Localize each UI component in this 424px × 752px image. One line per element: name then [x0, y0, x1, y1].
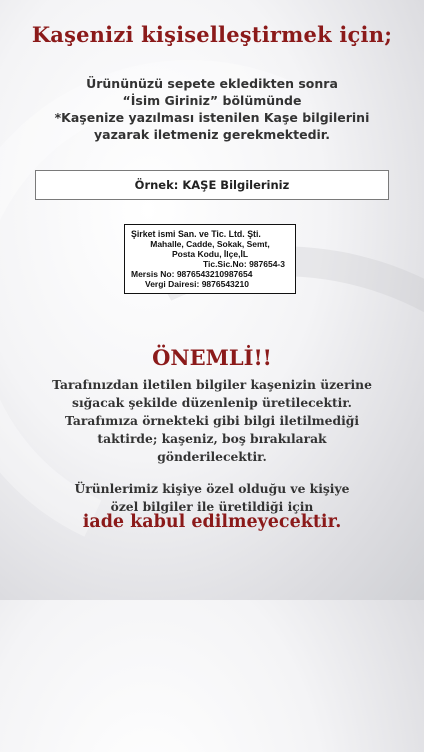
- intro-line: Ürününüzü sepete ekledikten sonra: [86, 76, 338, 91]
- notice-line: Tarafınızdan iletilen bilgiler kaşenizin üzerine: [52, 377, 372, 392]
- notice-line: Ürünlerimiz kişiye özel olduğu ve kişiye: [74, 481, 350, 496]
- intro-line: *Kaşenize yazılması istenilen Kaşe bilgilerini: [54, 110, 370, 125]
- notice-text: [0, 376, 424, 516]
- example-label-box: [35, 170, 389, 200]
- notice-line: Tarafımıza örnekteki gibi bilgi iletilmediği: [64, 413, 360, 428]
- stamp-tax-office: Vergi Dairesi: 9876543210: [145, 279, 249, 289]
- stamp-address-line: Mahalle, Cadde, Sokak, Semt,: [150, 239, 270, 249]
- paragraph-gap: [0, 466, 424, 480]
- notice-line: özel bilgiler ile üretildiği için: [110, 499, 314, 514]
- important-heading: ÖNEMLİ!!: [152, 345, 272, 370]
- intro-text: [0, 75, 424, 143]
- stamp-sample: [124, 224, 296, 294]
- intro-line: “İsim Giriniz” bölümünde: [122, 93, 302, 108]
- stamp-address-line: Posta Kodu, İlçe,İL: [171, 249, 249, 259]
- intro-line: yazarak iletmeniz gerekmektedir.: [94, 127, 330, 142]
- stamp-mersis-no: Mersis No: 9876543210987654: [131, 269, 253, 279]
- page-title: Kaşenizi kişiselleştirmek için;: [31, 22, 393, 47]
- notice-line: gönderilecektir.: [157, 449, 267, 464]
- notice-line: taktirde; kaşeniz, boş bırakılarak: [97, 431, 327, 446]
- no-return-notice: iade kabul edilmeyecektir.: [82, 512, 342, 532]
- stamp-trade-registry: Tic.Sic.No: 987654-3: [202, 259, 285, 269]
- example-label: Örnek: KAŞE Bilgileriniz: [134, 178, 290, 192]
- notice-line: sığacak şekilde düzenlenip üretilecektir.: [72, 395, 352, 410]
- stamp-company-name: Şirket ismi San. ve Tic. Ltd. Şti.: [131, 229, 261, 239]
